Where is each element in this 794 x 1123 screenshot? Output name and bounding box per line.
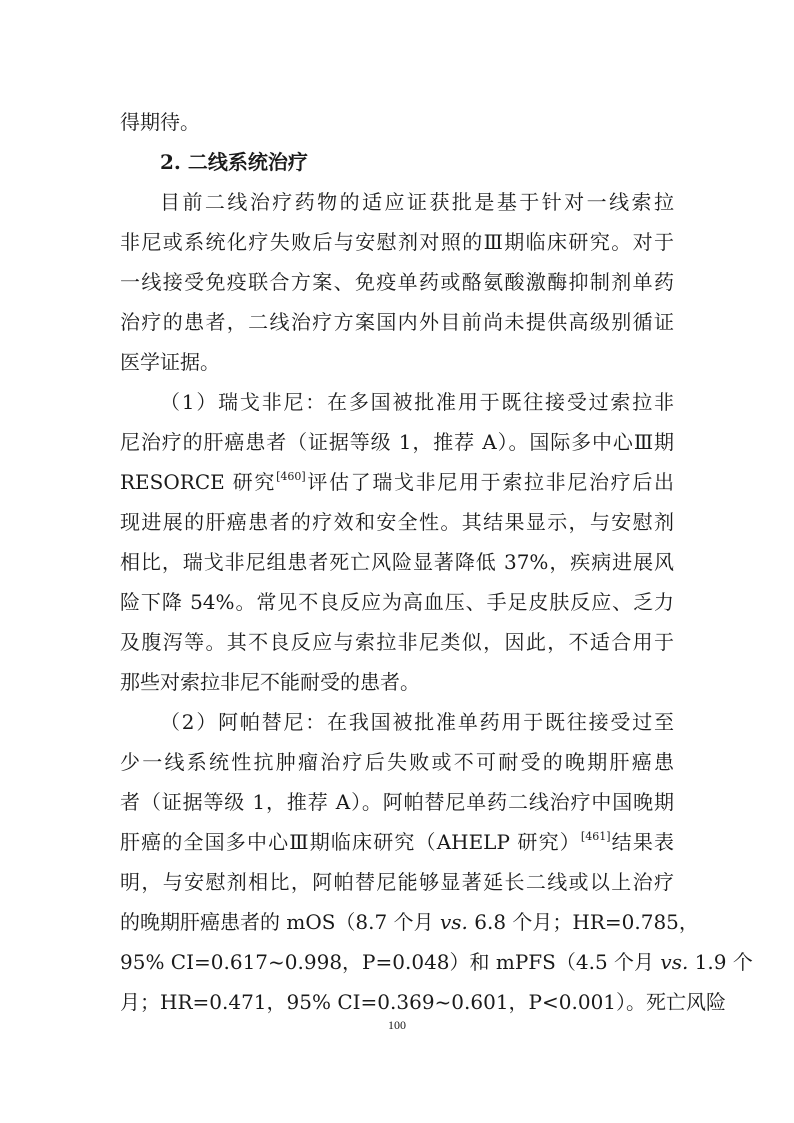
text-line: 医学证据。 [120,350,220,374]
text-line: 那些对索拉非尼不能耐受的患者。 [120,670,420,694]
text-line: 一线接受免疫联合方案、免疫单药或酪氨酸激酶抑制剂单药 [120,270,674,294]
text-line: 险下降 54%。常见不良反应为高血压、手足皮肤反应、乏力 [120,590,674,614]
text-span: RESORCE 研究 [120,470,277,494]
italic-vs: vs. [660,950,689,974]
text-line: 及腹泻等。其不良反应与索拉非尼类似，因此，不适合用于 [120,630,674,654]
page-number: 100 [388,1018,406,1032]
text-line: 得期待。 [120,110,200,134]
citation-ref: [461] [580,830,611,844]
italic-vs: vs. [439,910,468,934]
text-line: 尼治疗的肝癌患者（证据等级 1，推荐 A）。国际多中心Ⅲ期 [120,430,674,454]
text-line: 月；HR=0.471，95% CI=0.369~0.601，P<0.001）。死亡风险 [120,990,727,1014]
text-line: （2）阿帕替尼：在我国被批准单药用于既往接受过至 [160,710,674,734]
text-span: 的晚期肝癌患者的 mOS（8.7 个月 [120,910,440,934]
text-line [120,468,674,496]
text-line [120,828,674,856]
text-span: 评估了瑞戈非尼用于索拉非尼治疗后出 [305,470,675,494]
text-line: 目前二线治疗药物的适应证获批是基于针对一线索拉 [160,190,674,214]
text-line: （1）瑞戈非尼：在多国被批准用于既往接受过索拉非 [160,390,674,414]
text-span: 肝癌的全国多中心Ⅲ期临床研究（AHELP 研究） [120,830,581,854]
text-span: 95% CI=0.617~0.998，P=0.048）和 mPFS（4.5 个月 [120,950,661,974]
text-line: 者（证据等级 1，推荐 A）。阿帕替尼单药二线治疗中国晚期 [120,790,674,814]
text-line [120,908,699,936]
text-span: 6.8 个月；HR=0.785， [467,910,699,934]
text-span: 1.9 个 [688,950,753,974]
section-heading: 2. 二线系统治疗 [160,150,308,174]
citation-ref: [460] [276,470,306,484]
text-line: 现进展的肝癌患者的疗效和安全性。其结果显示，与安慰剂 [120,510,674,534]
text-line: 治疗的患者，二线治疗方案国内外目前尚未提供高级别循证 [120,310,674,334]
text-line: 非尼或系统化疗失败后与安慰剂对照的Ⅲ期临床研究。对于 [120,230,674,254]
text-line [120,948,753,976]
text-line: 少一线系统性抗肿瘤治疗后失败或不可耐受的晚期肝癌患 [120,750,674,774]
text-span: 结果表 [610,830,674,854]
text-line: 明，与安慰剂相比，阿帕替尼能够显著延长二线或以上治疗 [120,870,674,894]
text-line: 相比，瑞戈非尼组患者死亡风险显著降低 37%，疾病进展风 [120,550,674,574]
